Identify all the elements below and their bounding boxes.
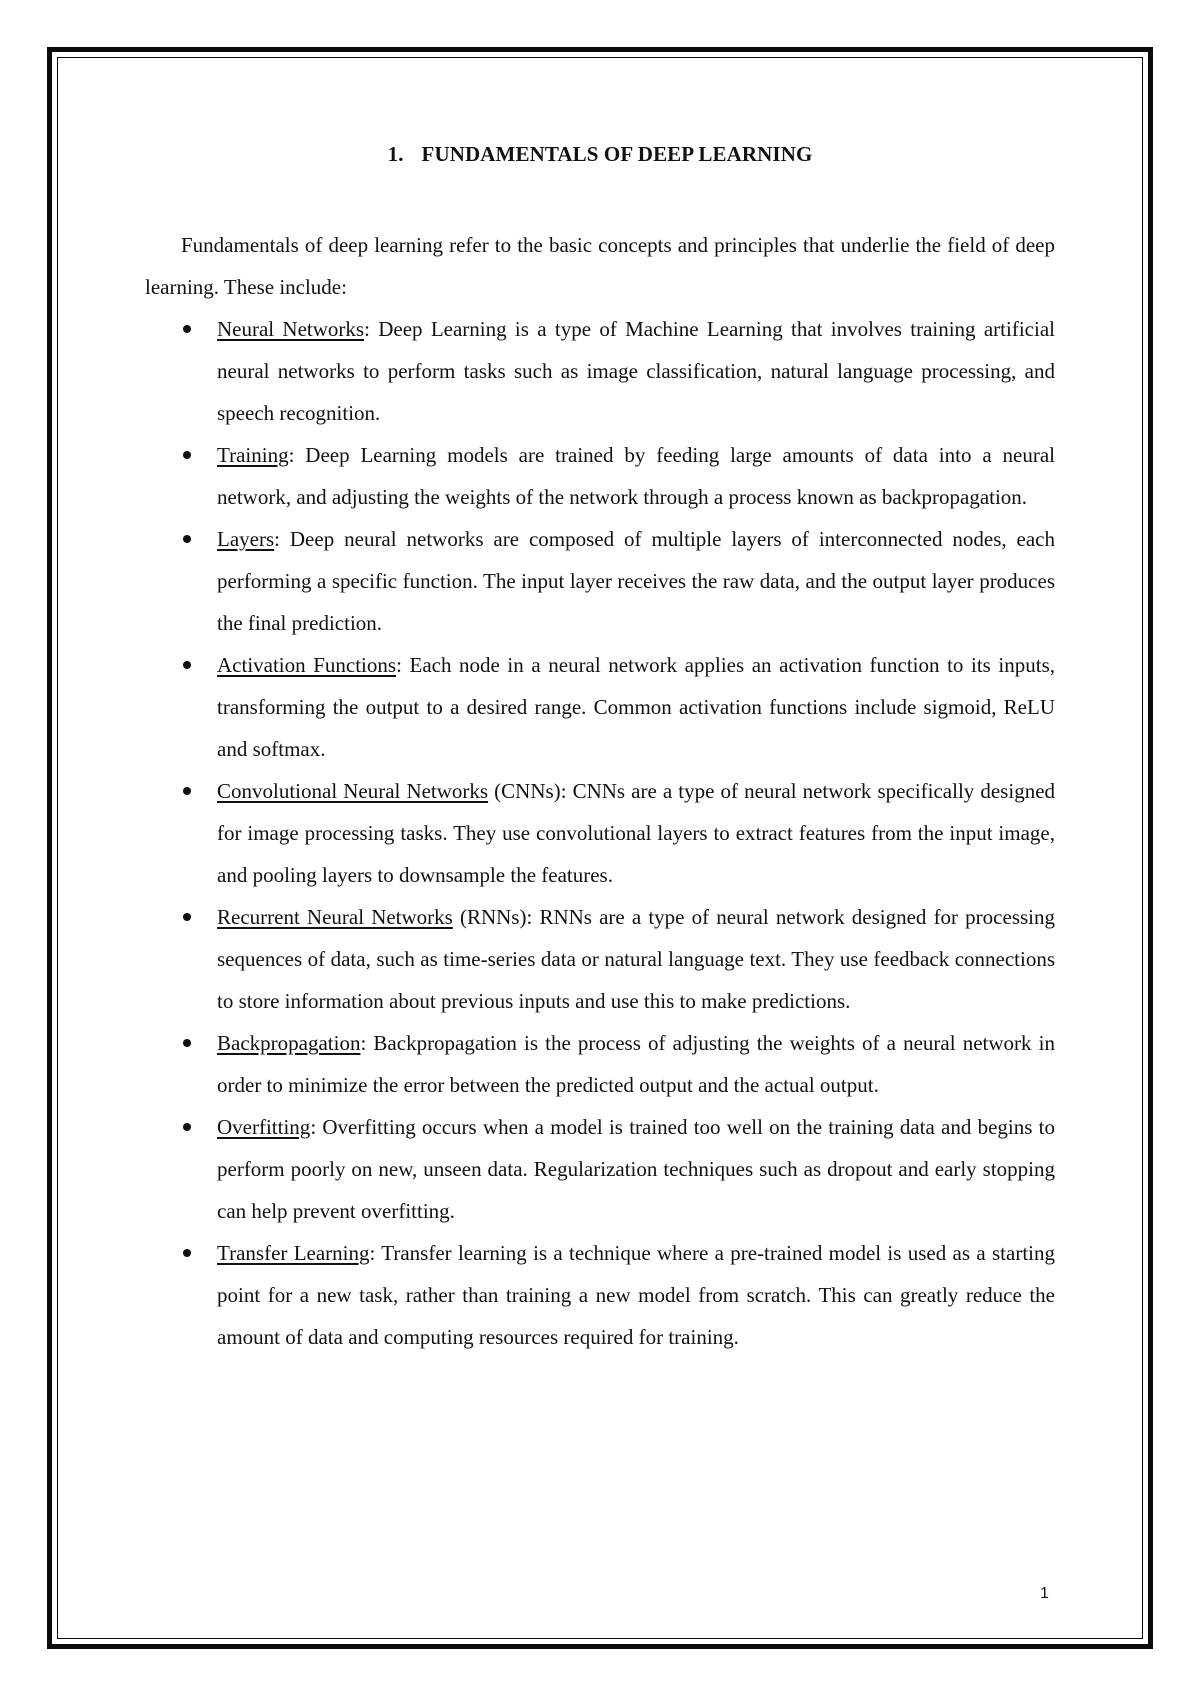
bullet-icon — [183, 787, 191, 795]
bullet-icon — [183, 661, 191, 669]
concept-item-backpropagation — [145, 1022, 1055, 1106]
concept-item-layers — [145, 518, 1055, 644]
concept-term: Transfer Learning — [217, 1241, 370, 1265]
concept-term: Backpropagation — [217, 1031, 361, 1055]
concept-term: Neural Networks — [217, 317, 365, 341]
bullet-icon — [183, 1039, 191, 1047]
intro-paragraph: Fundamentals of deep learning refer to the basic concepts and principles that underlie the field of deep learning. These include: — [145, 233, 1055, 299]
concept-term: Training — [217, 443, 289, 467]
concept-term: Recurrent Neural Networks — [217, 905, 453, 929]
concept-item-neural-networks — [145, 308, 1055, 434]
concept-list — [145, 308, 1055, 1358]
concept-description: : Each node in a neural network applies an activation function to its inputs, transforming the output to a desired range. Common activation functions include sigmoid, ReLU and softmax. — [217, 653, 1055, 761]
concept-item-rnns — [145, 896, 1055, 1022]
concept-term: Overfitting — [217, 1115, 311, 1139]
concept-description: : Backpropagation is the process of adjusting the weights of a neural network in order to minimize the error between the predicted output and the actual output. — [217, 1031, 1055, 1097]
concept-abbrev: (CNNs) — [488, 779, 561, 803]
section-number: 1. — [387, 142, 404, 166]
bullet-icon — [183, 535, 191, 543]
section-title: FUNDAMENTALS OF DEEP LEARNING — [421, 142, 813, 166]
concept-item-activation-functions — [145, 644, 1055, 770]
concept-description: : Overfitting occurs when a model is trained too well on the training data and begins to perform poorly on new, unseen data. Regularization techniques such as dropout and early stopping can help prevent overfitting. — [217, 1115, 1055, 1223]
concept-item-overfitting — [145, 1106, 1055, 1232]
concept-description: : CNNs are a type of neural network specifically designed for image processing tasks. They use convolutional layers to extract features from the input image, and pooling layers to downsample the features. — [217, 779, 1056, 887]
bullet-icon — [183, 325, 191, 333]
concept-term: Activation Functions — [217, 653, 397, 677]
concept-description: : Deep Learning models are trained by feeding large amounts of data into a neural network, and adjusting the weights of the network through a process known as backpropagation. — [217, 443, 1055, 509]
bullet-icon — [183, 913, 191, 921]
concept-item-transfer-learning — [145, 1232, 1055, 1358]
bullet-icon — [183, 1249, 191, 1257]
concept-abbrev: (RNNs) — [452, 905, 527, 929]
concept-description: : Transfer learning is a technique where a pre-trained model is used as a starting point for a new task, rather than training a new model from scratch. This can greatly reduce the amount of data and computing resources required for training. — [217, 1241, 1055, 1349]
concept-term: Layers — [217, 527, 275, 551]
bullet-icon — [183, 451, 191, 459]
section-heading — [0, 142, 1200, 167]
page-number: 1 — [1040, 1585, 1049, 1602]
concept-item-cnns — [145, 770, 1055, 896]
concept-description: : Deep neural networks are composed of multiple layers of interconnected nodes, each performing a specific function. The input layer receives the raw data, and the output layer produces the final prediction. — [217, 527, 1055, 635]
concept-term: Convolutional Neural Networks — [217, 779, 489, 803]
concept-item-training — [145, 434, 1055, 518]
bullet-icon — [183, 1123, 191, 1131]
concept-description: : RNNs are a type of neural network designed for processing sequences of data, such as time-series data or natural language text. They use feedback connections to store information about previous inputs and use this to make predictions. — [217, 905, 1055, 1013]
concept-description: : Deep Learning is a type of Machine Learning that involves training artificial neural networks to perform tasks such as image classification, natural language processing, and speech recognition. — [217, 317, 1055, 425]
document-body — [145, 224, 1055, 1358]
